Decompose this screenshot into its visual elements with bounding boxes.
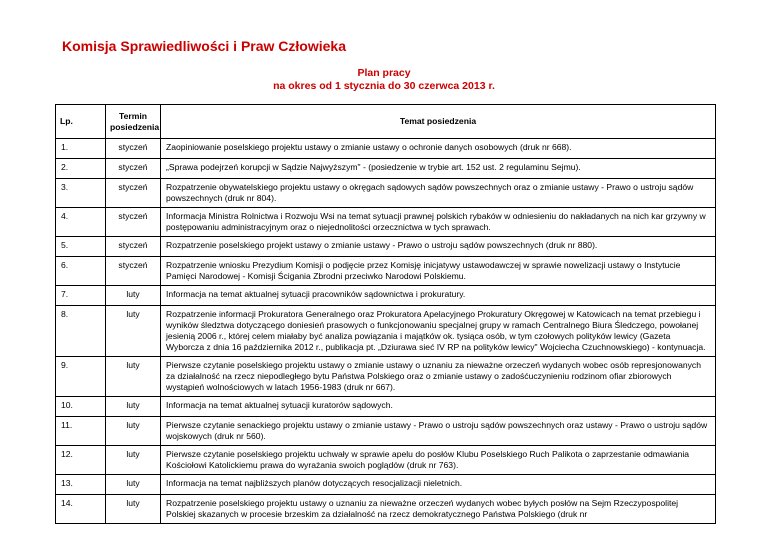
row-temat: Informacja na temat aktualnej sytuacji pracowników sądownictwa i prokuratury. xyxy=(161,286,716,306)
table-row xyxy=(56,446,716,475)
row-termin: styczeń xyxy=(106,179,161,208)
row-number: 3. xyxy=(56,179,106,208)
row-temat: Rozpatrzenie obywatelskiego projektu ustawy o okręgach sądowych sądów powszechnych oraz o zmianie ustawy - Prawo o ustroju sądów powszechnych (druk nr 804). xyxy=(161,179,716,208)
table-row xyxy=(56,417,716,446)
row-number: 14. xyxy=(56,495,106,524)
row-termin: luty xyxy=(106,306,161,357)
row-termin: luty xyxy=(106,475,161,495)
table-header-row xyxy=(56,105,716,139)
row-temat: Pierwsze czytanie poselskiego projektu uchwały w sprawie apelu do posłów Klubu Poselskiego Ruch Palikota o zaprzestanie odmawiania Kościołowi Katolickiemu prawa do wyrażania swoich poglądów (druk nr 763). xyxy=(161,446,716,475)
row-temat: Rozpatrzenie poselskiego projekt ustawy o zmianie ustawy - Prawo o ustroju sądów powszechnych (druk nr 880). xyxy=(161,237,716,257)
row-number: 8. xyxy=(56,306,106,357)
row-number: 9. xyxy=(56,357,106,397)
table-row xyxy=(56,208,716,237)
table-row xyxy=(56,257,716,286)
row-temat: Pierwsze czytanie senackiego projektu ustawy o zmianie ustawy - Prawo o ustroju sądów powszechnych oraz ustawy - Prawo o ustroju sądów wojskowych (druk nr 560). xyxy=(161,417,716,446)
table-row xyxy=(56,475,716,495)
meetings-table xyxy=(55,104,716,524)
table-row xyxy=(56,495,716,524)
row-temat: Informacja na temat aktualnej sytuacji kuratorów sądowych. xyxy=(161,397,716,417)
row-termin: styczeń xyxy=(106,237,161,257)
row-temat: Rozpatrzenie informacji Prokuratora Generalnego oraz Prokuratora Apelacyjnego Prokuratury Okręgowej w Katowicach na temat przebiegu i wyników śledztwa dotyczącego doniesień prasowych o funkcjonowaniu specjalnej grupy w ramach Centralnego Biura Śledczego, powołanej jesienią 2006 r., której celem miałaby być analiza powiązania i majątków ok. tysiąca osób, w tym czołowych polityków lewicy (Gazeta Wyborcza z dnia 16 października 2012 r., publikacja pt. „Dziurawa sieć IV RP na polityków lewicy" Wojciecha Czuchnowskiego) - kontynuacja. xyxy=(161,306,716,357)
row-termin: luty xyxy=(106,397,161,417)
row-temat: Rozpatrzenie wniosku Prezydium Komisji o podjęcie przez Komisję inicjatywy ustawodawczej w sprawie nowelizacji ustawy o Instytucie Pamięci Narodowej - Komisji Ścigania Zbrodni przeciwko Narodowi Polskiemu. xyxy=(161,257,716,286)
row-number: 7. xyxy=(56,286,106,306)
row-number: 6. xyxy=(56,257,106,286)
table-row xyxy=(56,237,716,257)
row-termin: styczeń xyxy=(106,257,161,286)
plan-title: Plan pracy xyxy=(357,67,411,79)
table-row xyxy=(56,397,716,417)
row-number: 5. xyxy=(56,237,106,257)
table-row xyxy=(56,139,716,159)
row-temat: Rozpatrzenie poselskiego projektu ustawy o uznaniu za nieważne orzeczeń wydanych wobec byłych posłów na Sejm Rzeczypospolitej Polskiej skazanych w procesie brzeskim za działalność na rzecz demokratycznego Państwa Polskiego (druk nr xyxy=(161,495,716,524)
table-row xyxy=(56,357,716,397)
row-number: 1. xyxy=(56,139,106,159)
row-termin: styczeń xyxy=(106,208,161,237)
row-number: 12. xyxy=(56,446,106,475)
table-row xyxy=(56,286,716,306)
row-termin: luty xyxy=(106,495,161,524)
row-temat: Informacja na temat najbliższych planów dotyczących resocjalizacji nieletnich. xyxy=(161,475,716,495)
row-temat: Informacja Ministra Rolnictwa i Rozwoju Wsi na temat sytuacji prawnej polskich rybaków w odniesieniu do nakładanych na nich kar grzywny w postępowaniu administracyjnym oraz o niejednolitości orzecznictwa w tych sprawach. xyxy=(161,208,716,237)
row-termin: luty xyxy=(106,357,161,397)
row-termin: luty xyxy=(106,417,161,446)
page-title: Komisja Sprawiedliwości i Praw Człowieka xyxy=(62,38,346,54)
row-number: 10. xyxy=(56,397,106,417)
row-termin: styczeń xyxy=(106,139,161,159)
row-termin: luty xyxy=(106,286,161,306)
plan-period: na okres od 1 stycznia do 30 czerwca 2013 r. xyxy=(273,80,495,92)
row-termin: styczeń xyxy=(106,159,161,179)
row-temat: „Sprawa podejrzeń korupcji w Sądzie Najwyższym" - (posiedzenie w trybie art. 152 ust. 2 regulaminu Sejmu). xyxy=(161,159,716,179)
row-temat: Pierwsze czytanie poselskiego projektu ustawy o zmianie ustawy o uznaniu za nieważne orzeczeń wydanych wobec osób represjonowanych za działalność na rzecz niepodległego bytu Państwa Polskiego oraz o zmianie ustawy o zadośćuczynieniu rodzinom ofiar zbiorowych wystąpień wolnościowych w latach 1956-1983 (druk nr 667). xyxy=(161,357,716,397)
row-number: 11. xyxy=(56,417,106,446)
table-row xyxy=(56,159,716,179)
column-header-termin: Termin posiedzenia xyxy=(106,105,161,139)
row-temat: Zaopiniowanie poselskiego projektu ustawy o zmianie ustawy o ochronie danych osobowych (druk nr 668). xyxy=(161,139,716,159)
column-header-temat: Temat posiedzenia xyxy=(161,105,716,139)
row-termin: luty xyxy=(106,446,161,475)
row-number: 2. xyxy=(56,159,106,179)
column-header-lp: Lp. xyxy=(56,105,106,139)
row-number: 13. xyxy=(56,475,106,495)
table-row xyxy=(56,179,716,208)
table-row xyxy=(56,306,716,357)
row-number: 4. xyxy=(56,208,106,237)
